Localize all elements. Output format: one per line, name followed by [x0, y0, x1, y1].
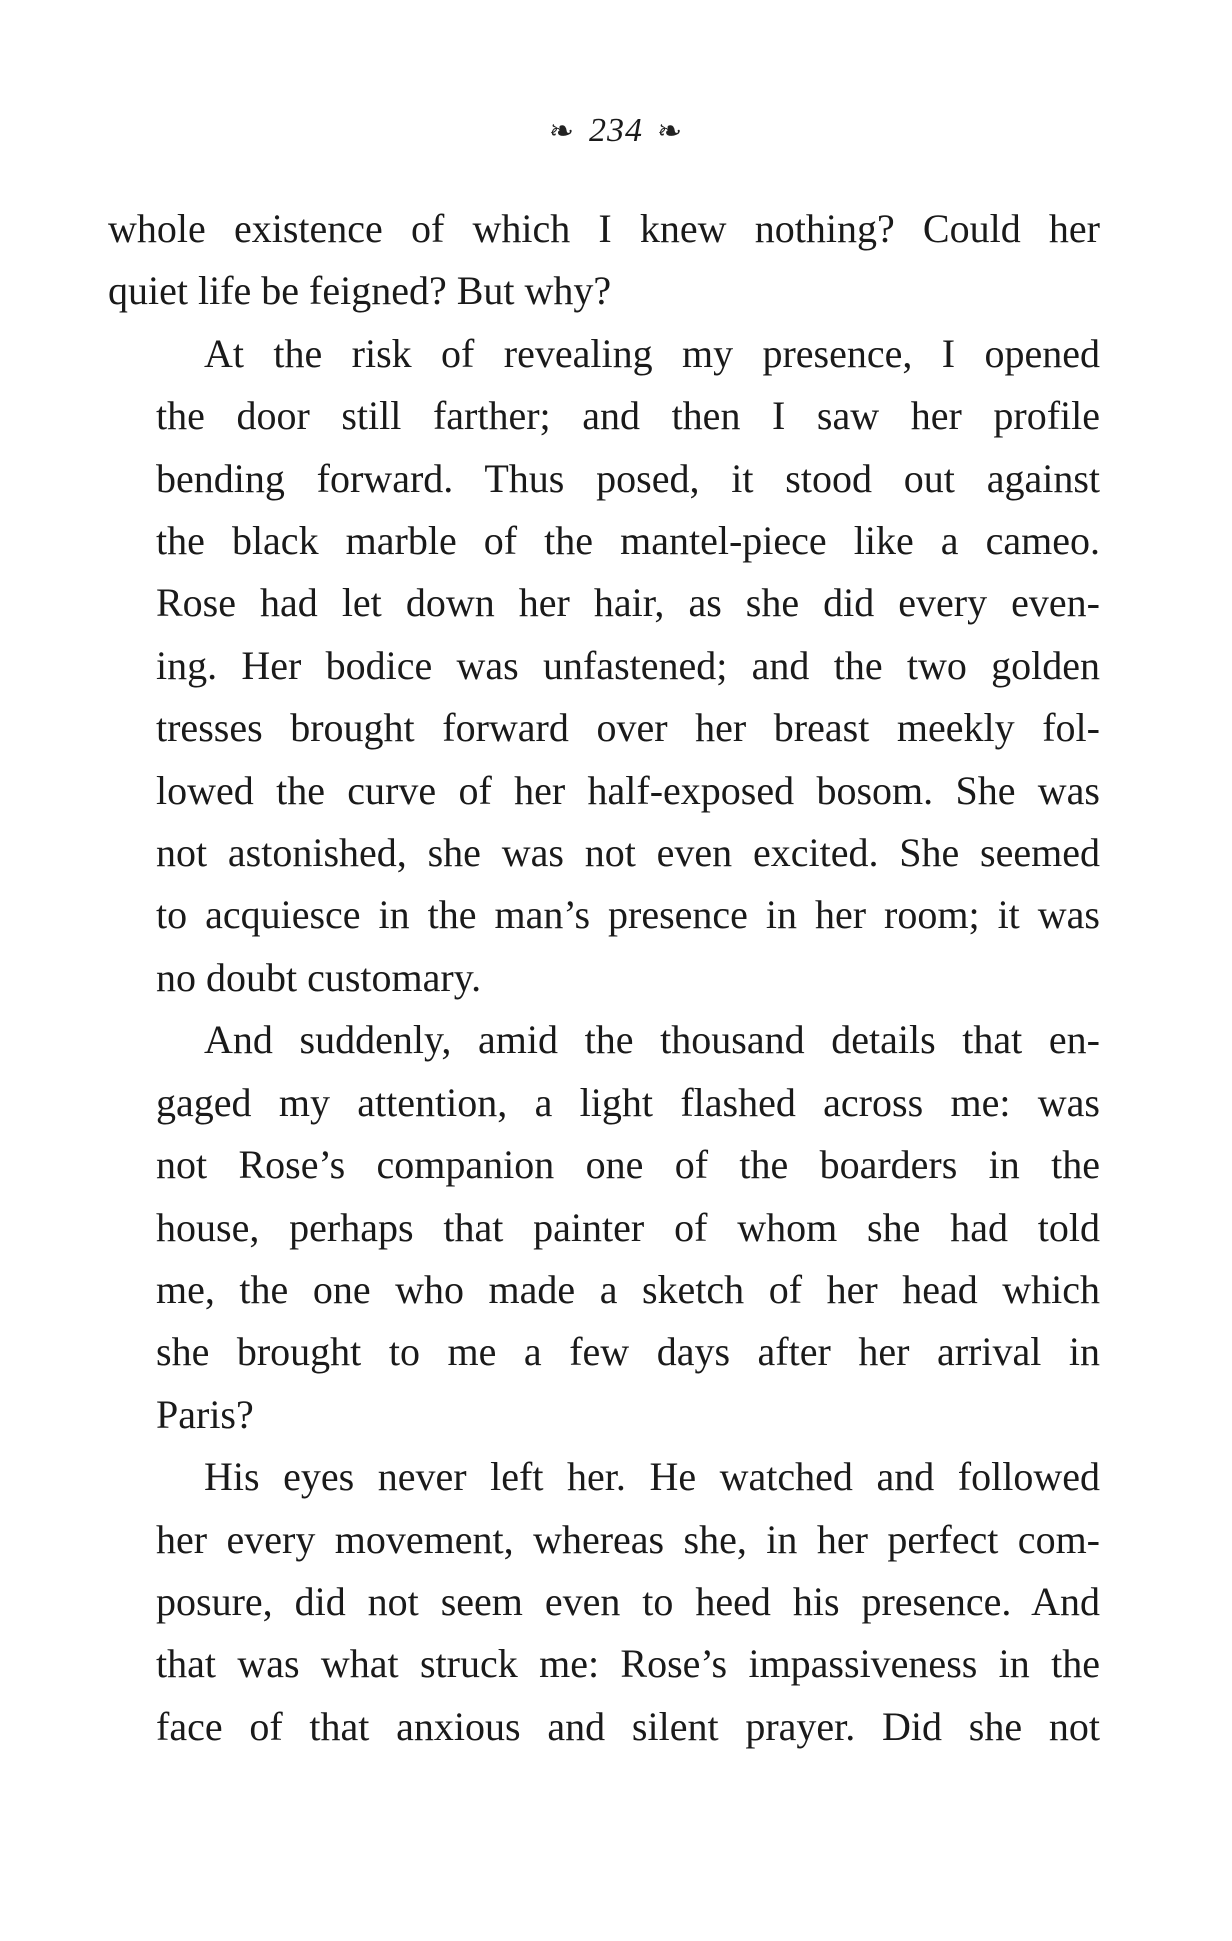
text-line: Rose had let down her hair, as she did every even- [156, 580, 1100, 626]
text-line: she brought to me a few days after her arrival in [156, 1329, 1100, 1375]
paragraph [108, 323, 1100, 1009]
text-line: the door still farther; and then I saw her profile [156, 393, 1100, 439]
text-line: not Rose’s companion one of the boarders in the [156, 1142, 1100, 1188]
text-line: And suddenly, amid the thousand details that en- [204, 1017, 1100, 1063]
text-line: the black marble of the mantel-piece like a cameo. [156, 518, 1100, 564]
text-line: house, perhaps that painter of whom she had told [156, 1204, 1100, 1250]
text-line: posure, did not seem even to heed his presence. And [156, 1578, 1100, 1624]
body-text [108, 198, 1100, 1758]
page-header [0, 112, 1232, 150]
paragraph [108, 1446, 1100, 1758]
text-line: gaged my attention, a light flashed across me: was [156, 1079, 1100, 1125]
text-line: At the risk of revealing my presence, I opened [204, 330, 1100, 376]
text-line: whole existence of which I knew nothing? Could her [108, 206, 1100, 251]
text-line: that was what struck me: Rose’s impassiveness in the [156, 1641, 1100, 1687]
text-line: to acquiesce in the man’s presence in her room; it was [156, 892, 1100, 938]
paragraph [108, 1009, 1100, 1446]
text-line: face of that anxious and silent prayer. Did she not [156, 1703, 1100, 1749]
fleuron-left-icon: ❧ [548, 115, 575, 148]
text-line: her every movement, whereas she, in her perfect com- [156, 1516, 1100, 1562]
text-line: no doubt customary. [156, 954, 482, 1000]
fleuron-right-icon: ❧ [657, 115, 684, 148]
text-line: bending forward. Thus posed, it stood out against [156, 455, 1100, 501]
paragraph-continued [108, 198, 1100, 323]
text-line: quiet life be feigned? But why? [108, 268, 612, 314]
text-line: His eyes never left her. He watched and followed [204, 1454, 1100, 1500]
text-line: Paris? [156, 1391, 254, 1437]
page-number: 234 [589, 112, 643, 149]
text-line: ing. Her bodice was unfastened; and the two golden [156, 642, 1100, 688]
text-line: not astonished, she was not even excited. She seemed [156, 830, 1100, 876]
text-line: lowed the curve of her half-exposed bosom. She was [156, 767, 1100, 813]
text-line: tresses brought forward over her breast meekly fol- [156, 705, 1100, 751]
text-line: me, the one who made a sketch of her head which [156, 1266, 1100, 1312]
